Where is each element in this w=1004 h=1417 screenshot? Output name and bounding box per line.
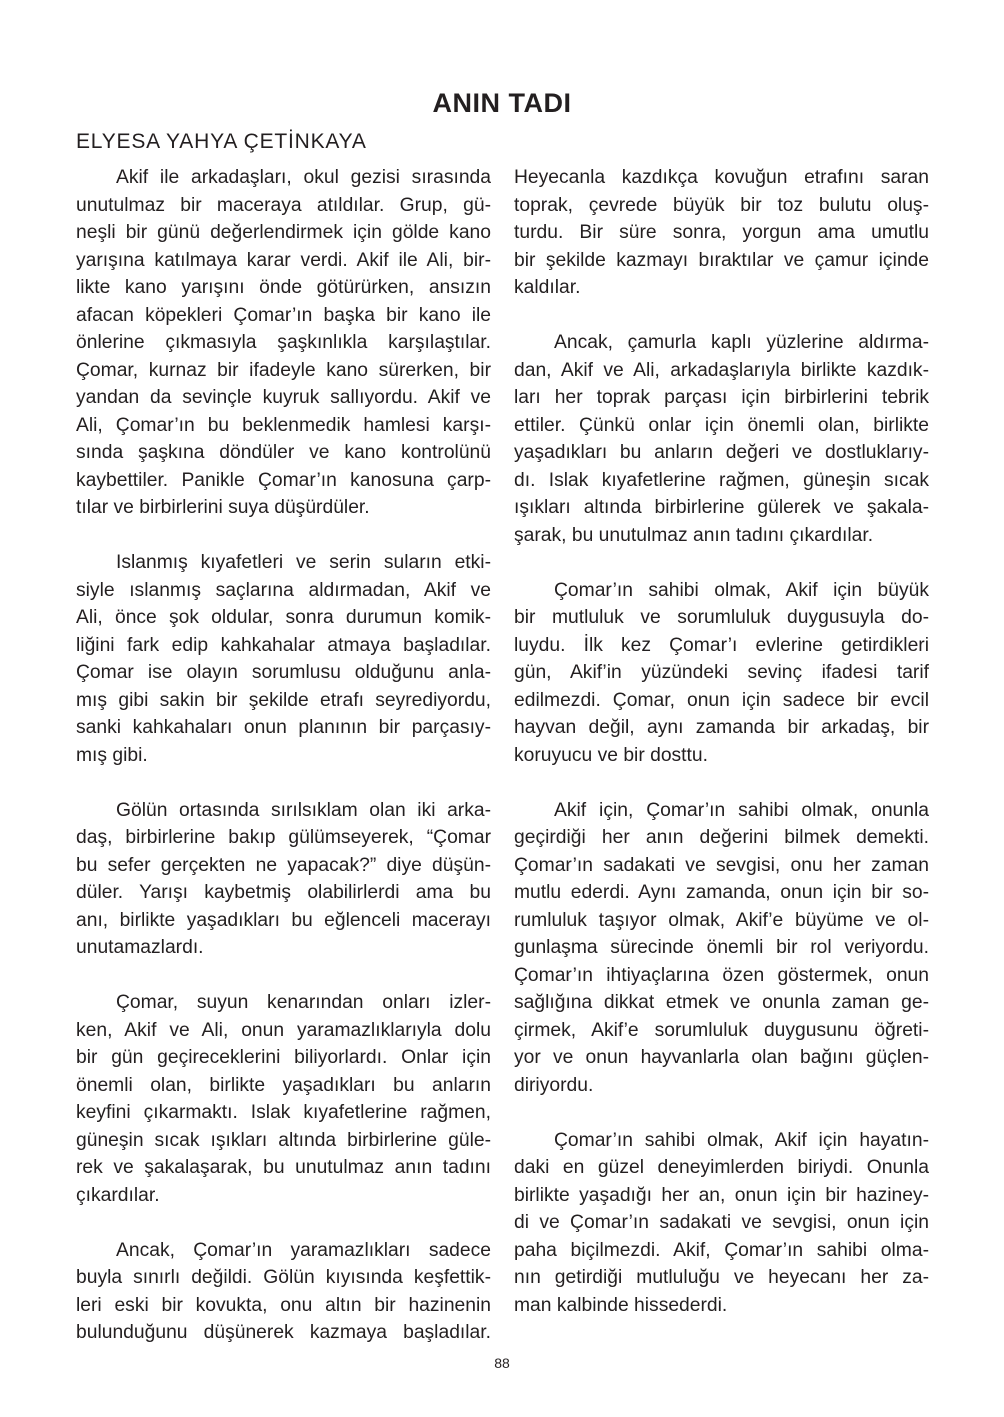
text-line: kaldılar.	[514, 277, 581, 298]
text-line: buyla sınırlı değildi. Gölün kıyısında keşfettik-	[76, 1267, 491, 1288]
text-line: toprak, çevrede büyük bir toz bulutu oluş-	[514, 194, 929, 216]
paragraph	[76, 989, 491, 1209]
text-line: keyfini çıkarmaktı. Islak kıyafetlerine rağmen,	[76, 1102, 491, 1123]
text-line: luydu. İlk kez Çomar’ı evlerine getirdikleri	[514, 634, 929, 656]
page-number: 88	[494, 1355, 510, 1371]
text-line: bulunduğunu düşünerek kazmaya başladılar.	[76, 1322, 491, 1343]
text-line: Akif ile arkadaşları, okul gezisi sırasında	[116, 167, 491, 188]
text-line: Ancak, Çomar’ın yaramazlıkları sadece	[116, 1239, 491, 1261]
text-line: sında şaşkına döndüler ve kano kontrolünü	[76, 442, 491, 463]
text-line: düler. Yarışı kaybetmiş olabilirlerdi ama bu	[76, 882, 491, 903]
paragraph	[514, 797, 929, 1100]
text-line: rumluluk taşıyor olmak, Akif’e büyüme ve ol-	[514, 909, 929, 931]
text-line: güneşin sıcak ışıkları altında birbirlerine güle-	[76, 1129, 491, 1151]
text-line: Çomar, suyun kenarından onları izler-	[116, 992, 491, 1013]
text-line: anı, birlikte yaşadıkları bu eğlenceli macerayı	[76, 909, 491, 931]
text-line: Çomar’ın sahibi olmak, Akif için hayatın-	[554, 1129, 929, 1151]
text-line: ları her toprak parçası için birbirlerini tebrik	[514, 387, 929, 408]
paragraph	[76, 549, 491, 769]
text-line: bir şekilde kazmayı bıraktılar ve çamur içinde	[514, 249, 929, 271]
text-line: tılar ve birbirlerini suya düşürdüler.	[76, 497, 370, 518]
text-line: yandan da sevinçle kuyruk sallıyordu. Akif ve	[76, 387, 491, 408]
text-line: yaşadıkları bu anların değeri ve dostluklarıy-	[514, 442, 929, 463]
text-line: önlerine çıkmasıyla şaşkınlıkla karşılaştılar.	[76, 332, 491, 353]
text-line: unutulmaz bir maceraya atıldılar. Grup, gü-	[76, 194, 491, 216]
author-name: ELYESA YAHYA ÇETİNKAYA	[76, 130, 367, 153]
text-line: rek ve şakalaşarak, bu unutulmaz anın tadını	[76, 1157, 491, 1178]
paragraph	[514, 1127, 929, 1320]
text-line: afacan köpekleri Çomar’ın başka bir kano ile	[76, 304, 491, 326]
text-line: Akif için, Çomar’ın sahibi olmak, onunla	[554, 799, 929, 821]
text-line: sağlığına dikkat etmek ve onunla zaman ge-	[514, 992, 929, 1013]
text-line: Ancak, çamurla kaplı yüzlerine aldırma-	[554, 332, 929, 353]
paragraph	[514, 577, 929, 770]
paragraph	[76, 797, 491, 962]
right-column	[514, 164, 929, 1347]
text-line: koruyucu ve bir dosttu.	[514, 744, 708, 766]
text-line: birlikte yaşadığı her an, onun için bir haziney-	[514, 1184, 929, 1206]
text-line: ışıkları altında birbirlerine gülerek ve şakala-	[514, 497, 929, 518]
text-line: dan, Akif ve Ali, arkadaşlarıyla birlikte kazdık-	[514, 359, 929, 381]
page-title: ANIN TADI	[432, 88, 572, 119]
text-line: gunlaşma sürecinde önemli bir rol veriyordu.	[514, 937, 929, 958]
text-line: edilmezdi. Çomar, onun için sadece bir evcil	[514, 689, 929, 711]
text-line: hayvan değil, aynı zamanda bir arkadaş, bir	[514, 717, 929, 738]
text-line: mış gibi.	[76, 744, 148, 766]
text-line: mutlu ederdi. Aynı zamanda, onun için bir so-	[514, 882, 929, 903]
text-line: çirmek, Akif’e sorumluluk duygusunu öğreti-	[514, 1019, 929, 1041]
text-line: bu sefer gerçekten ne yapacak?” diye düşün-	[76, 854, 491, 876]
text-line: gün, Akif’in yüzündeki sevinç ifadesi tarif	[514, 662, 929, 683]
text-line: Çomar’ın sahibi olmak, Akif için büyük	[554, 579, 929, 601]
text-line: önemli olan, birlikte yaşadıkları bu anların	[76, 1074, 491, 1096]
text-line: Çomar ise olayın sorumlusu olduğunu anla-	[76, 662, 491, 683]
text-line: daş, birbirlerine bakıp gülümseyerek, “Çomar	[76, 827, 491, 848]
text-line: diriyordu.	[514, 1074, 594, 1096]
text-line: çıkardılar.	[76, 1184, 160, 1206]
text-line: daki en güzel deneyimlerden biriydi. Onunla	[514, 1157, 929, 1178]
text-line: siyle ıslanmış saçlarına aldırmadan, Akif ve	[76, 579, 491, 601]
left-column	[76, 164, 491, 1374]
paragraph	[514, 329, 929, 549]
text-line: Islanmış kıyafetleri ve serin suların etki-	[116, 552, 491, 573]
text-line: Ali, Çomar’ın bu beklenmedik hamlesi karşı-	[76, 414, 491, 436]
text-line: paha biçilmezdi. Akif, Çomar’ın sahibi olma-	[514, 1239, 929, 1261]
text-line: yor ve onun hayvanlarla olan bağını güçlen-	[514, 1047, 929, 1068]
text-line: bir mutluluk ve sorumluluk duygusuyla do-	[514, 607, 929, 628]
text-line: nın getirdiği mutluluğu ve heyecanı her za-	[514, 1267, 929, 1288]
text-line: şarak, bu unutulmaz anın tadını çıkardılar.	[514, 524, 874, 546]
text-line: bir gün geçireceklerini biliyorlardı. Onlar için	[76, 1047, 491, 1068]
text-line: mış gibi sakin bir şekilde etrafı seyrediyordu,	[76, 689, 491, 711]
paragraph	[76, 164, 491, 522]
text-line: liğini fark edip kahkahalar atmaya başladılar.	[76, 634, 491, 656]
text-line: unutamazlardı.	[76, 937, 204, 958]
text-line: ettiler. Çünkü onlar için önemli olan, birlikte	[514, 414, 929, 436]
text-line: leri eski bir kovukta, onu altın bir hazinenin	[76, 1294, 491, 1316]
text-line: geçirdiği her anın değerini bilmek demekti.	[514, 827, 929, 848]
text-line: Ali, önce şok oldular, sonra durumun komik-	[76, 607, 491, 628]
text-line: dı. Islak kıyafetlerine rağmen, güneşin sıcak	[514, 469, 929, 491]
text-line: ken, Akif ve Ali, onun yaramazlıklarıyla dolu	[76, 1019, 491, 1041]
text-line: Çomar’ın ihtiyaçlarına özen göstermek, onun	[514, 964, 929, 986]
text-line: sanki kahkahaları onun planının bir parçasıy-	[76, 717, 491, 738]
text-line: Çomar, kurnaz bir ifadeyle kano sürerken, bir	[76, 359, 491, 381]
paragraph	[76, 1237, 491, 1347]
text-line: Çomar’ın sadakati ve sevgisi, onu her zaman	[514, 854, 929, 876]
text-line: neşli bir günü değerlendirmek için gölde kano	[76, 222, 491, 243]
text-line: man kalbinde hissederdi.	[514, 1294, 728, 1316]
text-line: Heyecanla kazdıkça kovuğun etrafını saran	[514, 167, 929, 188]
text-line: di ve Çomar’ın sadakati ve sevgisi, onun için	[514, 1212, 929, 1233]
text-line: likte kano yarışını önde götürürken, ansızın	[76, 277, 491, 298]
text-line: turdu. Bir süre sonra, yorgun ama umutlu	[514, 222, 929, 243]
paragraph	[514, 164, 929, 302]
text-line: Gölün ortasında sırılsıklam olan iki arka-	[116, 799, 491, 821]
text-line: kaybettiler. Panikle Çomar’ın kanosuna çarp-	[76, 469, 491, 491]
text-line: yarışına katılmaya karar verdi. Akif ile Ali, bir-	[76, 249, 491, 271]
